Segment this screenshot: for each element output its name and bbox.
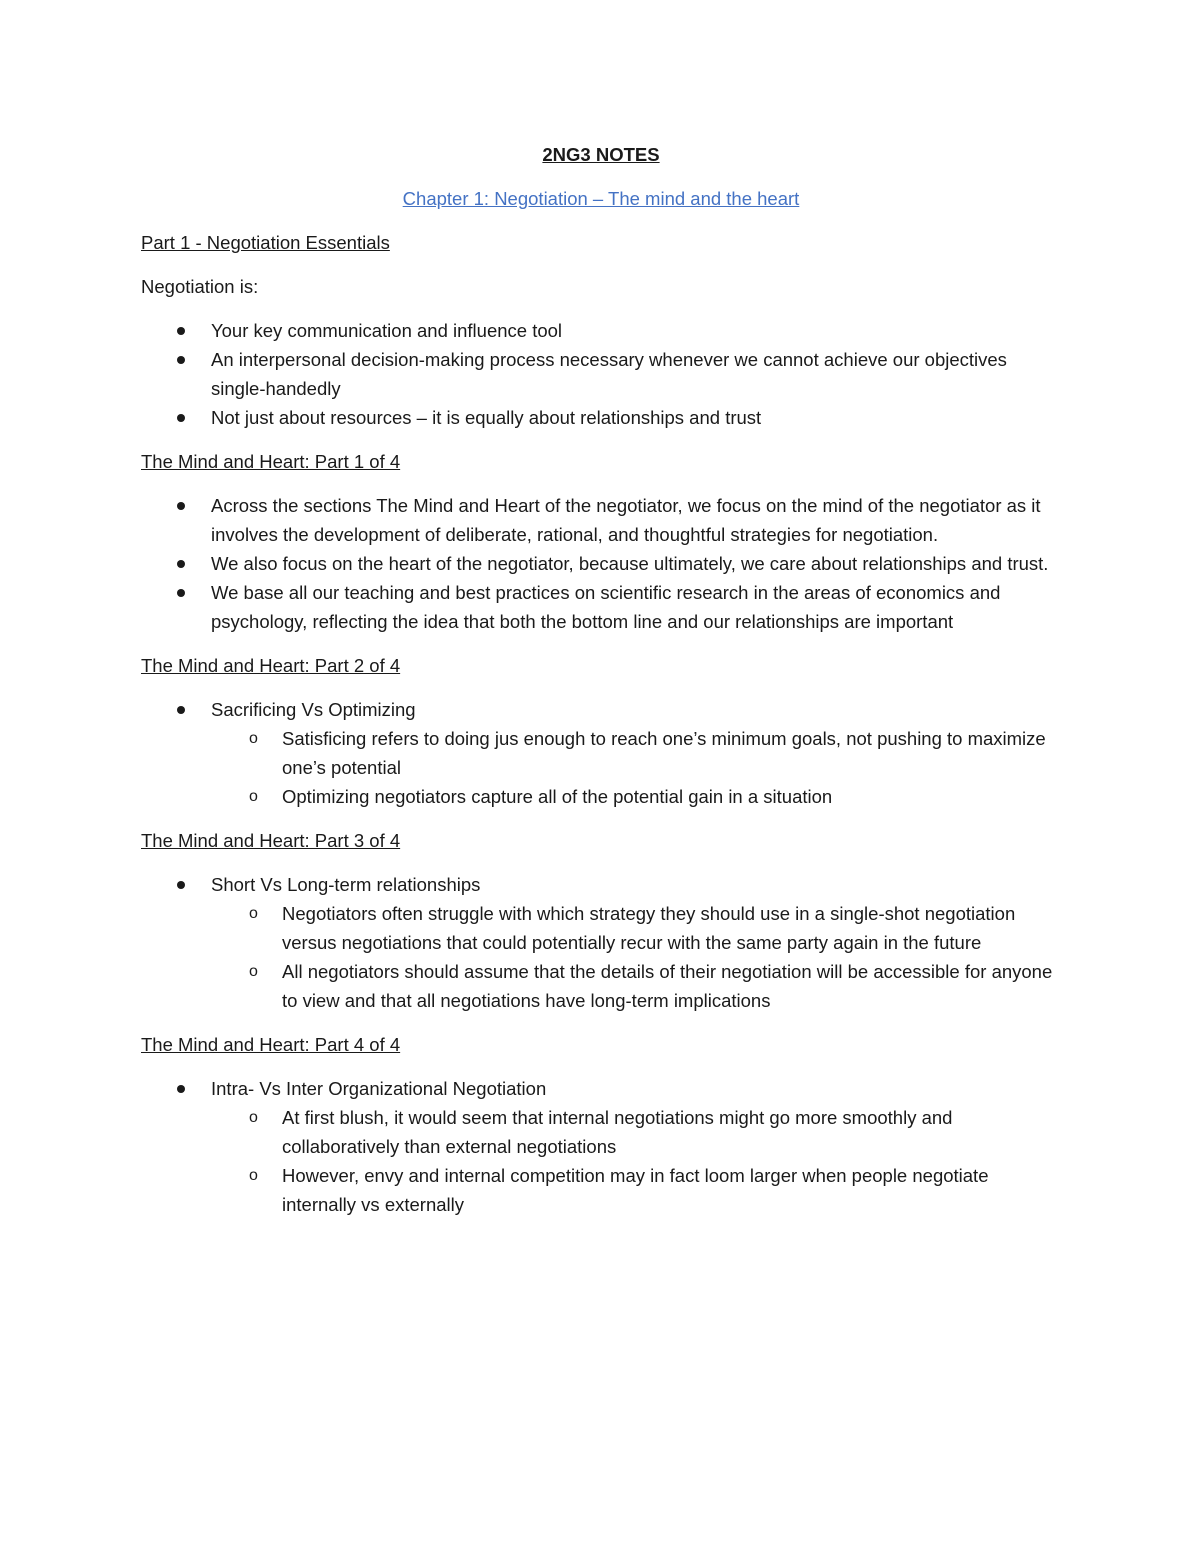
document-page	[141, 140, 1061, 1234]
mind-heart-part1-heading: The Mind and Heart: Part 1 of 4	[141, 451, 401, 472]
sub-list-item-text: All negotiators should assume that the details of their negotiation will be accessible for anyone to view and that all negotiations have long-term implications	[282, 961, 1053, 1011]
list-item-text: Your key communication and influence tool	[211, 320, 563, 341]
circle-bullet-icon: o	[249, 905, 258, 922]
bullet-dot-icon	[177, 414, 185, 422]
sub-list-item	[141, 899, 1061, 957]
mind-heart-part3-list	[141, 870, 1061, 1015]
sub-list-item	[141, 724, 1061, 782]
circle-bullet-icon: o	[249, 1109, 258, 1126]
mind-heart-part3-heading: The Mind and Heart: Part 3 of 4	[141, 830, 401, 851]
sub-list-item	[141, 957, 1061, 1015]
list-item	[141, 695, 1061, 811]
sub-list-item-text: Satisficing refers to doing jus enough to reach one’s minimum goals, not pushing to maximize one’s potential	[282, 728, 1046, 778]
sub-list-item-text: Negotiators often struggle with which strategy they should use in a single-shot negotiation versus negotiations that could potentially recur with the same party again in the future	[282, 903, 1016, 953]
list-item-text: An interpersonal decision-making process necessary whenever we cannot achieve our objectives single-handedly	[211, 349, 1007, 399]
bullet-dot-icon	[177, 502, 185, 510]
mind-heart-part1-list	[141, 491, 1061, 636]
circle-bullet-icon: o	[249, 1167, 258, 1184]
part1-heading: Part 1 - Negotiation Essentials	[141, 232, 390, 253]
part1-bullet-list	[141, 316, 1061, 432]
bullet-dot-icon	[177, 881, 185, 889]
list-item	[141, 1074, 1061, 1219]
list-item-text: Sacrificing Vs Optimizing	[211, 699, 416, 720]
bullet-dot-icon	[177, 1085, 185, 1093]
list-item	[141, 578, 1061, 636]
list-item	[141, 491, 1061, 549]
list-item	[141, 345, 1061, 403]
sub-list-item	[141, 782, 1061, 811]
list-item	[141, 870, 1061, 1015]
bullet-dot-icon	[177, 327, 185, 335]
part1-intro: Negotiation is:	[141, 276, 259, 297]
bullet-dot-icon	[177, 589, 185, 597]
circle-bullet-icon: o	[249, 730, 258, 747]
circle-bullet-icon: o	[249, 963, 258, 980]
sub-list-item	[141, 1161, 1061, 1219]
mind-heart-part4-list	[141, 1074, 1061, 1219]
sub-list-item	[141, 1103, 1061, 1161]
sub-list-item-text: At first blush, it would seem that internal negotiations might go more smoothly and collaboratively than external negotiations	[282, 1107, 953, 1157]
sub-list	[211, 724, 1061, 811]
document-title: 2NG3 NOTES	[542, 144, 660, 165]
bullet-dot-icon	[177, 560, 185, 568]
circle-bullet-icon: o	[249, 788, 258, 805]
list-item-text: Short Vs Long-term relationships	[211, 874, 481, 895]
list-item-text: We base all our teaching and best practices on scientific research in the areas of economics and psychology, reflecting the idea that both the bottom line and our relationships are important	[211, 582, 1001, 632]
sub-list-item-text: Optimizing negotiators capture all of the potential gain in a situation	[282, 786, 833, 807]
bullet-dot-icon	[177, 356, 185, 364]
sub-list-item-text: However, envy and internal competition may in fact loom larger when people negotiate internally vs externally	[282, 1165, 989, 1215]
sub-list	[211, 1103, 1061, 1219]
list-item	[141, 316, 1061, 345]
list-item-text: Intra- Vs Inter Organizational Negotiation	[211, 1078, 547, 1099]
mind-heart-part4-heading: The Mind and Heart: Part 4 of 4	[141, 1034, 401, 1055]
list-item-text: We also focus on the heart of the negotiator, because ultimately, we care about relationships and trust.	[211, 553, 1049, 574]
chapter-heading: Chapter 1: Negotiation – The mind and the heart	[402, 188, 800, 209]
mind-heart-part2-list	[141, 695, 1061, 811]
list-item	[141, 549, 1061, 578]
mind-heart-part2-heading: The Mind and Heart: Part 2 of 4	[141, 655, 401, 676]
list-item	[141, 403, 1061, 432]
sub-list	[211, 899, 1061, 1015]
bullet-dot-icon	[177, 706, 185, 714]
list-item-text: Not just about resources – it is equally about relationships and trust	[211, 407, 762, 428]
list-item-text: Across the sections The Mind and Heart of the negotiator, we focus on the mind of the negotiator as it involves the development of deliberate, rational, and thoughtful strategies for negotiation.	[211, 495, 1041, 545]
